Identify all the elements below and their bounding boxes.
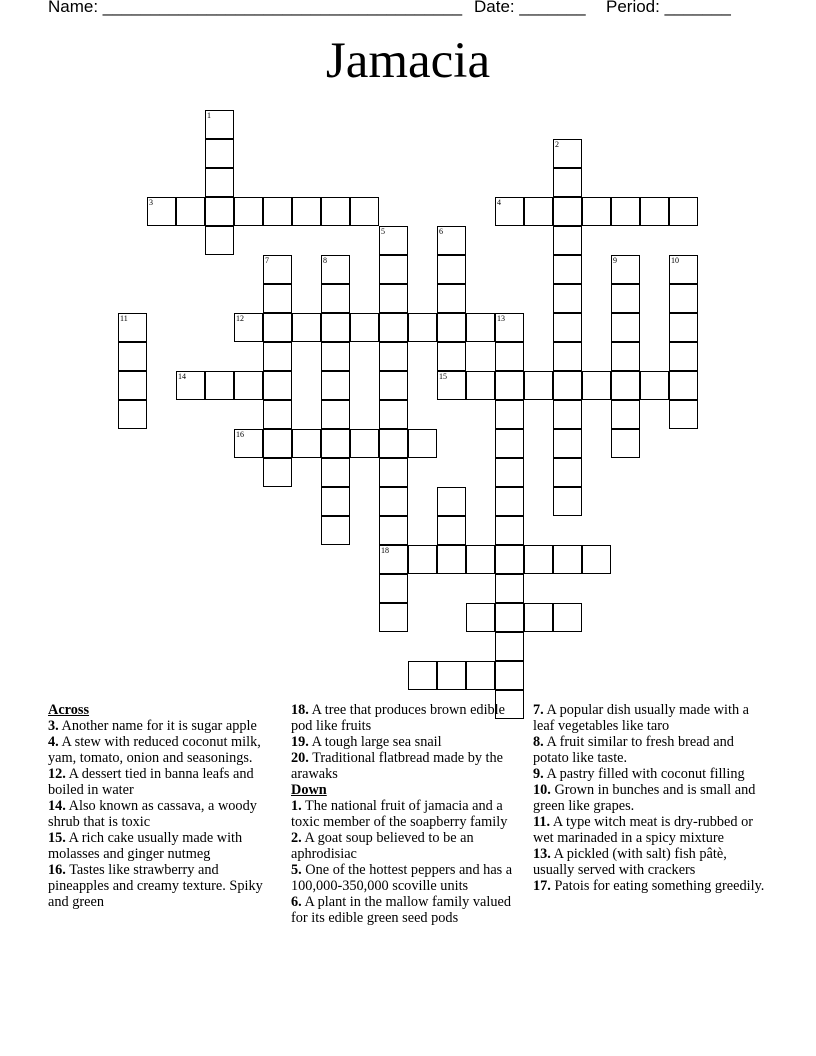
grid-cell[interactable]	[234, 429, 263, 458]
grid-cell[interactable]	[553, 197, 582, 226]
clue-item-number: 14.	[48, 798, 66, 814]
grid-cell[interactable]	[495, 313, 524, 342]
clue-item-number: 7.	[533, 702, 544, 718]
grid-cell[interactable]	[466, 545, 495, 574]
grid-cell[interactable]	[292, 313, 321, 342]
clue-item-text: A plant in the mallow family valued for its edible green seed pods	[291, 894, 511, 926]
grid-cell[interactable]	[524, 197, 553, 226]
grid-cell[interactable]	[437, 516, 466, 545]
grid-cell[interactable]	[292, 429, 321, 458]
grid-cell[interactable]	[495, 545, 524, 574]
down-clue-list-continued	[533, 702, 769, 894]
grid-cell[interactable]	[495, 574, 524, 603]
clue-item-number: 3.	[48, 718, 59, 734]
clue-item-number: 13.	[533, 846, 551, 862]
grid-cell[interactable]	[495, 429, 524, 458]
grid-cell[interactable]	[379, 487, 408, 516]
clue-item-text: A tough large sea snail	[308, 734, 442, 750]
name-label: Name: ______________________________________	[48, 0, 463, 16]
grid-cell[interactable]	[437, 313, 466, 342]
clue-item	[533, 702, 769, 734]
clue-item	[48, 718, 278, 734]
grid-cell[interactable]	[379, 429, 408, 458]
clue-item-text: The national fruit of jamacia and a toxic member of the soapberry family	[291, 798, 508, 830]
grid-cell[interactable]	[321, 313, 350, 342]
grid-cell[interactable]	[495, 487, 524, 516]
clue-item	[291, 798, 527, 830]
clue-item	[533, 782, 769, 814]
grid-cell[interactable]	[205, 197, 234, 226]
grid-cell[interactable]	[321, 371, 350, 400]
grid-cell[interactable]	[321, 487, 350, 516]
grid-cell[interactable]	[611, 284, 640, 313]
grid-cell[interactable]	[408, 661, 437, 690]
grid-cell[interactable]	[669, 313, 698, 342]
clue-number: 15	[439, 372, 447, 381]
clue-item-number: 20.	[291, 750, 309, 766]
grid-cell[interactable]	[437, 226, 466, 255]
grid-cell[interactable]	[263, 371, 292, 400]
clue-item-text: Another name for it is sugar apple	[58, 718, 257, 734]
grid-cell[interactable]	[350, 429, 379, 458]
grid-cell[interactable]	[611, 313, 640, 342]
clue-item	[291, 734, 527, 750]
clue-number: 8	[323, 256, 327, 265]
clue-number: 9	[613, 256, 617, 265]
grid-cell[interactable]	[611, 371, 640, 400]
clue-number: 5	[381, 227, 385, 236]
grid-cell[interactable]	[611, 342, 640, 371]
grid-cell[interactable]	[234, 371, 263, 400]
grid-cell[interactable]	[350, 197, 379, 226]
grid-cell[interactable]	[408, 313, 437, 342]
clue-item	[291, 894, 527, 926]
clue-item-number: 17.	[533, 878, 551, 894]
date-label: Date: _______	[474, 0, 586, 16]
clue-item	[533, 878, 769, 894]
clue-item-number: 9.	[533, 766, 544, 782]
grid-cell[interactable]	[553, 371, 582, 400]
clue-item-number: 2.	[291, 830, 302, 846]
clue-item-text: A rich cake usually made with molasses and ginger nutmeg	[48, 830, 243, 862]
clue-item-text: Patois for eating something greedily.	[550, 878, 765, 894]
grid-cell[interactable]	[292, 197, 321, 226]
grid-cell[interactable]	[205, 226, 234, 255]
grid-cell[interactable]	[321, 255, 350, 284]
grid-cell[interactable]	[263, 400, 292, 429]
grid-cell[interactable]	[640, 371, 669, 400]
grid-cell[interactable]	[321, 342, 350, 371]
grid-cell[interactable]	[118, 313, 147, 342]
grid-cell[interactable]	[205, 139, 234, 168]
grid-cell[interactable]	[437, 371, 466, 400]
grid-cell[interactable]	[379, 545, 408, 574]
grid-cell[interactable]	[379, 255, 408, 284]
clue-item-number: 11.	[533, 814, 551, 830]
grid-cell[interactable]	[379, 313, 408, 342]
grid-cell[interactable]	[408, 429, 437, 458]
grid-cell[interactable]	[495, 603, 524, 632]
grid-cell[interactable]	[234, 313, 263, 342]
grid-cell[interactable]	[263, 458, 292, 487]
clue-item-text: A dessert tied in banna leafs and boiled in water	[48, 766, 254, 798]
grid-cell[interactable]	[553, 458, 582, 487]
grid-cell[interactable]	[553, 545, 582, 574]
grid-cell[interactable]	[205, 371, 234, 400]
clue-item	[48, 830, 278, 862]
grid-cell[interactable]	[553, 226, 582, 255]
grid-cell[interactable]	[553, 487, 582, 516]
grid-cell[interactable]	[437, 487, 466, 516]
clue-number: 14	[178, 372, 186, 381]
grid-cell[interactable]	[379, 516, 408, 545]
grid-cell[interactable]	[321, 516, 350, 545]
clue-item	[291, 830, 527, 862]
across-clue-list-continued	[291, 702, 527, 782]
grid-cell[interactable]	[350, 313, 379, 342]
grid-cell[interactable]	[466, 313, 495, 342]
grid-cell[interactable]	[466, 371, 495, 400]
clue-number: 6	[439, 227, 443, 236]
clue-item-number: 6.	[291, 894, 302, 910]
grid-cell[interactable]	[437, 255, 466, 284]
grid-cell[interactable]	[553, 284, 582, 313]
clue-item	[48, 798, 278, 830]
across-heading: Across	[48, 702, 90, 718]
grid-cell[interactable]	[205, 168, 234, 197]
grid-cell[interactable]	[379, 371, 408, 400]
grid-cell[interactable]	[582, 371, 611, 400]
clue-item-number: 5.	[291, 862, 302, 878]
grid-cell[interactable]	[495, 661, 524, 690]
grid-cell[interactable]	[437, 284, 466, 313]
grid-cell[interactable]	[553, 168, 582, 197]
grid-cell[interactable]	[263, 342, 292, 371]
grid-cell[interactable]	[553, 429, 582, 458]
grid-cell[interactable]	[321, 197, 350, 226]
clue-item-text: Traditional flatbread made by the arawaks	[291, 750, 504, 782]
grid-cell[interactable]	[669, 255, 698, 284]
grid-cell[interactable]	[408, 545, 437, 574]
clue-item	[48, 862, 278, 910]
clue-item-text: A pickled (with salt) fish pâtè, usually served with crackers	[533, 846, 727, 878]
clue-item	[291, 702, 527, 734]
grid-cell[interactable]	[553, 603, 582, 632]
clue-item	[533, 846, 769, 878]
grid-cell[interactable]	[379, 603, 408, 632]
grid-cell[interactable]	[263, 255, 292, 284]
grid-cell[interactable]	[524, 603, 553, 632]
clue-item-text: A goat soup believed to be an aphrodisiac	[291, 830, 474, 862]
grid-cell[interactable]	[118, 342, 147, 371]
period-label: Period: _______	[606, 0, 731, 16]
grid-cell[interactable]	[611, 255, 640, 284]
grid-cell[interactable]	[321, 429, 350, 458]
clue-item-number: 15.	[48, 830, 66, 846]
grid-cell[interactable]	[611, 197, 640, 226]
grid-cell[interactable]	[466, 603, 495, 632]
clue-item-text: A pastry filled with coconut filling	[543, 766, 745, 782]
clue-number: 12	[236, 314, 244, 323]
grid-cell[interactable]	[524, 371, 553, 400]
grid-cell[interactable]	[669, 197, 698, 226]
clue-item-number: 12.	[48, 766, 66, 782]
grid-cell[interactable]	[495, 632, 524, 661]
grid-cell[interactable]	[118, 400, 147, 429]
grid-cell[interactable]	[379, 226, 408, 255]
clue-item-text: One of the hottest peppers and has a 100,000-350,000 scoville units	[291, 862, 513, 894]
grid-cell[interactable]	[495, 197, 524, 226]
grid-cell[interactable]	[437, 661, 466, 690]
clue-item-number: 10.	[533, 782, 551, 798]
clue-item	[291, 862, 527, 894]
clue-item-number: 19.	[291, 734, 309, 750]
grid-cell[interactable]	[495, 516, 524, 545]
grid-cell[interactable]	[553, 400, 582, 429]
grid-cell[interactable]	[524, 545, 553, 574]
grid-cell[interactable]	[582, 197, 611, 226]
grid-cell[interactable]	[582, 545, 611, 574]
clue-item	[48, 766, 278, 798]
clue-item-text: Tastes like strawberry and pineapples and creamy texture. Spiky and green	[48, 862, 263, 910]
clue-item-number: 8.	[533, 734, 544, 750]
clue-item	[533, 814, 769, 846]
clue-number: 11	[120, 314, 128, 323]
grid-cell[interactable]	[321, 400, 350, 429]
clue-item-text: Grown in bunches and is small and green like grapes.	[533, 782, 756, 814]
grid-cell[interactable]	[495, 371, 524, 400]
grid-cell[interactable]	[437, 545, 466, 574]
clue-item-number: 4.	[48, 734, 59, 750]
grid-cell[interactable]	[263, 284, 292, 313]
clues-column-2	[291, 702, 527, 926]
down-clue-list	[291, 798, 527, 926]
grid-cell[interactable]	[234, 197, 263, 226]
grid-cell[interactable]	[669, 342, 698, 371]
clue-item-text: A popular dish usually made with a leaf vegetables like taro	[533, 702, 750, 734]
clue-item	[48, 734, 278, 766]
grid-cell[interactable]	[611, 429, 640, 458]
clue-item-number: 1.	[291, 798, 302, 814]
page-title: Jamacia	[325, 33, 491, 89]
clue-number: 3	[149, 198, 153, 207]
grid-cell[interactable]	[553, 255, 582, 284]
clue-item	[533, 734, 769, 766]
grid-cell[interactable]	[379, 574, 408, 603]
grid-cell[interactable]	[321, 458, 350, 487]
grid-cell[interactable]	[379, 400, 408, 429]
grid-cell[interactable]	[553, 139, 582, 168]
clue-item	[533, 766, 769, 782]
clue-item-text: A fruit similar to fresh bread and potato like taste.	[533, 734, 734, 766]
clue-item-text: Also known as cassava, a woody shrub that is toxic	[48, 798, 257, 830]
grid-cell[interactable]	[669, 371, 698, 400]
grid-cell[interactable]	[379, 342, 408, 371]
grid-cell[interactable]	[379, 458, 408, 487]
grid-cell[interactable]	[495, 342, 524, 371]
grid-cell[interactable]	[176, 197, 205, 226]
clue-item-text: A tree that produces brown edible pod like fruits	[291, 702, 506, 734]
grid-cell[interactable]	[437, 342, 466, 371]
clue-number: 13	[497, 314, 505, 323]
clue-number: 18	[381, 546, 389, 555]
clue-item	[291, 750, 527, 782]
grid-cell[interactable]	[495, 400, 524, 429]
clue-number: 1	[207, 111, 211, 120]
clue-number: 16	[236, 430, 244, 439]
grid-cell[interactable]	[669, 284, 698, 313]
clue-item-text: A stew with reduced coconut milk, yam, tomato, onion and seasonings.	[48, 734, 261, 766]
down-heading: Down	[291, 782, 327, 798]
clue-number: 2	[555, 140, 559, 149]
clue-item-number: 16.	[48, 862, 66, 878]
grid-cell[interactable]	[669, 400, 698, 429]
clue-number: 4	[497, 198, 501, 207]
clue-number: 7	[265, 256, 269, 265]
clue-number: 10	[671, 256, 679, 265]
grid-cell[interactable]	[147, 197, 176, 226]
clues-column-3	[533, 702, 769, 894]
clues-column-1	[48, 702, 278, 910]
grid-cell[interactable]	[379, 284, 408, 313]
grid-cell[interactable]	[640, 197, 669, 226]
grid-cell[interactable]	[553, 313, 582, 342]
grid-cell[interactable]	[263, 197, 292, 226]
grid-cell[interactable]	[263, 429, 292, 458]
grid-cell[interactable]	[263, 313, 292, 342]
grid-cell[interactable]	[466, 661, 495, 690]
grid-cell[interactable]	[205, 110, 234, 139]
across-clue-list	[48, 718, 278, 910]
grid-cell[interactable]	[118, 371, 147, 400]
grid-cell[interactable]	[553, 342, 582, 371]
clue-item-number: 18.	[291, 702, 309, 718]
grid-cell[interactable]	[495, 458, 524, 487]
grid-cell[interactable]	[176, 371, 205, 400]
grid-cell[interactable]	[321, 284, 350, 313]
grid-cell[interactable]	[611, 400, 640, 429]
clue-item-text: A type witch meat is dry-rubbed or wet marinaded in a spicy mixture	[533, 814, 753, 846]
